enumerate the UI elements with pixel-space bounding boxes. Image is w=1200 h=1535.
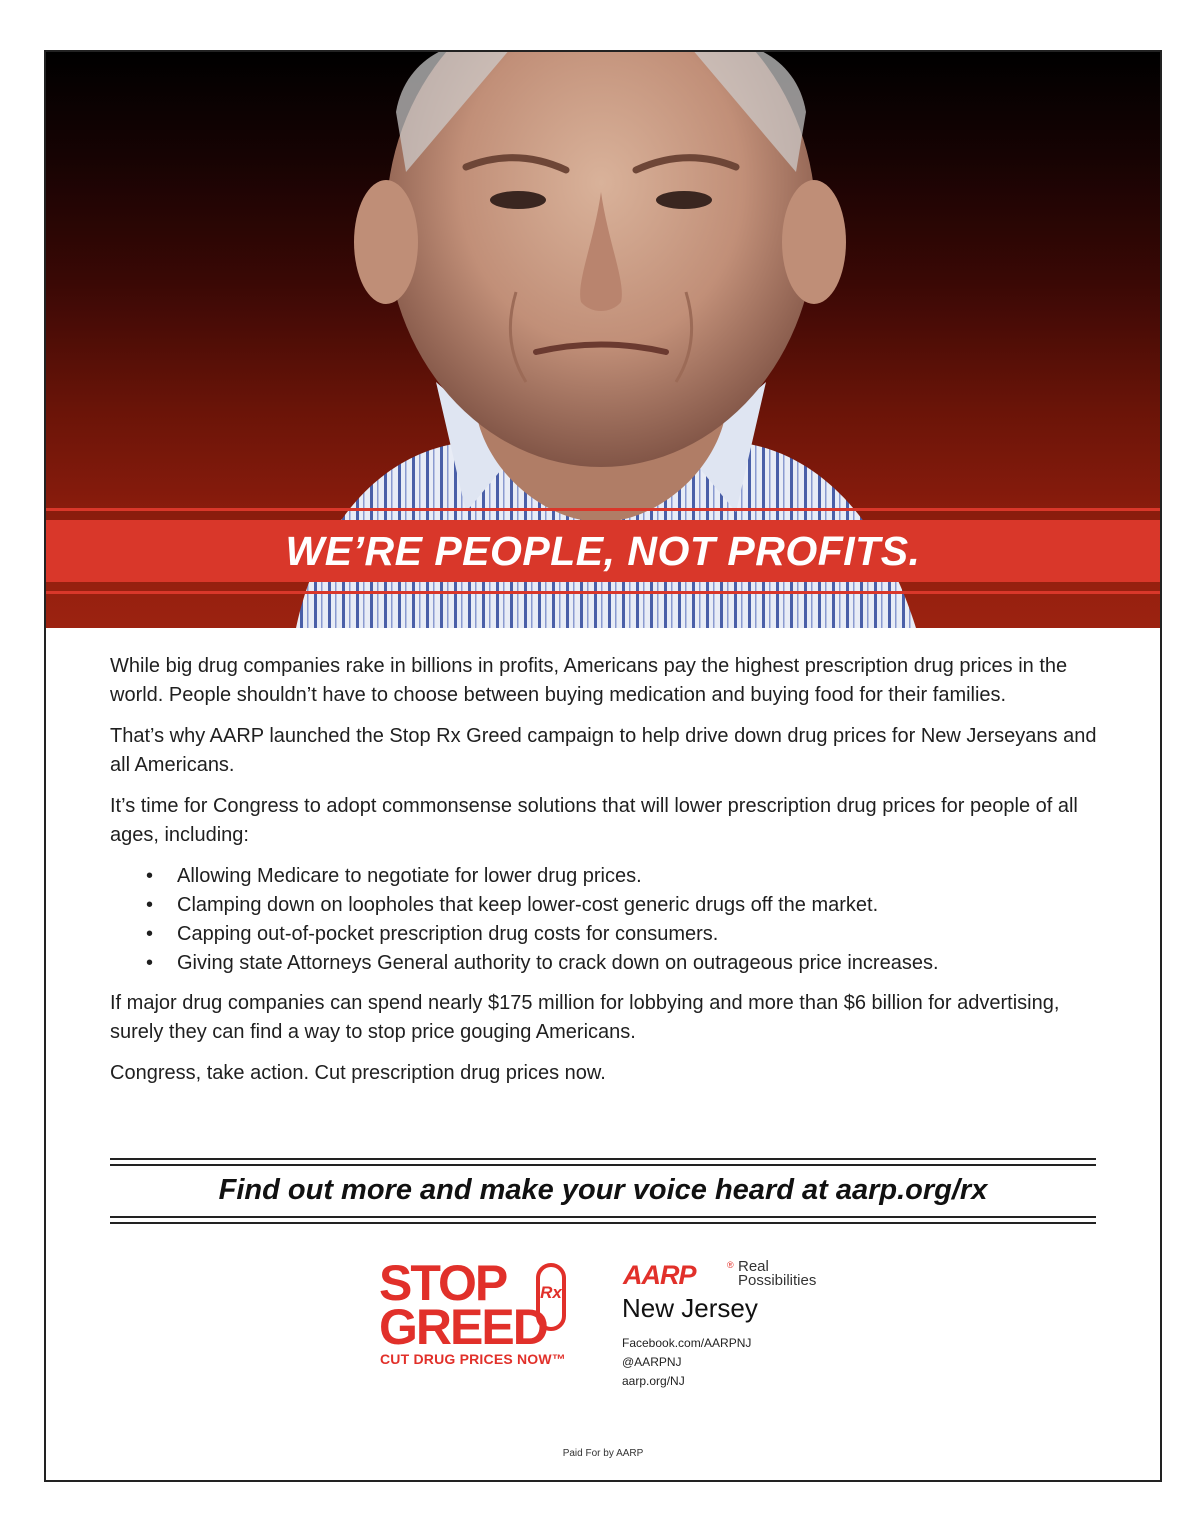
banner-top-line <box>46 508 1160 511</box>
aarp-logo: AARP <box>623 1260 696 1290</box>
call-to-action: Find out more and make your voice heard at aarp.org/rx <box>218 1174 988 1206</box>
solutions-list <box>146 862 1100 978</box>
list-item-text: Giving state Attorneys General authority to crack down on outrageous price increases. <box>177 952 939 974</box>
paragraph: While big drug companies rake in billions in profits, Americans pay the highest prescription drug prices in the world. People shouldn’t have to choose between buying medication and buying food for their families. <box>110 655 1068 706</box>
facebook-link[interactable]: Facebook.com/AARPNJ <box>622 1336 752 1350</box>
stop-rx-greed-logo <box>379 1255 579 1376</box>
list-item-text: Allowing Medicare to negotiate for lower drug prices. <box>177 865 642 887</box>
paragraph: Congress, take action. Cut prescription drug prices now. <box>110 1062 606 1084</box>
paragraph: If major drug companies can spend nearly $175 million for lobbying and more than $6 billion for advertising, surely they can find a way to stop price gouging Americans. <box>110 992 1060 1043</box>
list-item <box>146 891 1100 920</box>
bullet-glyph: • <box>146 894 154 916</box>
body-copy <box>110 652 1100 1100</box>
paid-for-disclaimer: Paid For by AARP <box>562 1448 644 1459</box>
state-name: New Jersey <box>622 1293 758 1323</box>
aarp-tagline-line2: Possibilities <box>738 1272 817 1289</box>
list-item <box>146 920 1100 949</box>
divider-bottom-1 <box>110 1216 1096 1218</box>
logo-stop-text: STOP <box>379 1255 507 1311</box>
list-item-text: Clamping down on loopholes that keep lower-cost generic drugs off the market. <box>177 894 879 916</box>
divider-top-2 <box>110 1164 1096 1166</box>
bullet-glyph: • <box>146 923 154 945</box>
contact-links <box>622 1334 751 1391</box>
twitter-handle[interactable]: @AARPNJ <box>622 1355 682 1369</box>
ad-frame <box>44 50 1162 1482</box>
bullet-glyph: • <box>146 952 154 974</box>
paragraph: It’s time for Congress to adopt commonsense solutions that will lower prescription drug prices for people of all ages, including: <box>110 795 1078 846</box>
divider-bottom-2 <box>110 1222 1096 1224</box>
paragraph: That’s why AARP launched the Stop Rx Greed campaign to help drive down drug prices for New Jerseyans and all Americans. <box>110 725 1097 776</box>
banner-bar <box>46 520 1160 582</box>
headline: WE’RE PEOPLE, NOT PROFITS. <box>285 527 921 574</box>
bullet-glyph: • <box>146 865 154 887</box>
list-item <box>146 862 1100 891</box>
rx-text: Rx <box>540 1283 562 1302</box>
registered-mark: ® <box>727 1260 734 1270</box>
list-item-text: Capping out-of-pocket prescription drug costs for consumers. <box>177 923 719 945</box>
aarp-tagline-line1: Real <box>738 1258 769 1275</box>
banner-bottom-line <box>46 591 1160 594</box>
aarp-tagline <box>738 1260 816 1288</box>
hero-photo <box>46 52 1160 628</box>
headline-banner <box>46 508 1160 594</box>
aarp-nj-block <box>611 1260 871 1390</box>
website-link[interactable]: aarp.org/NJ <box>622 1374 685 1388</box>
logo-tagline: CUT DRUG PRICES NOW™ <box>380 1351 566 1367</box>
list-item <box>146 949 1100 978</box>
divider-top-1 <box>110 1158 1096 1160</box>
logo-greed-text: GREED <box>379 1299 547 1355</box>
